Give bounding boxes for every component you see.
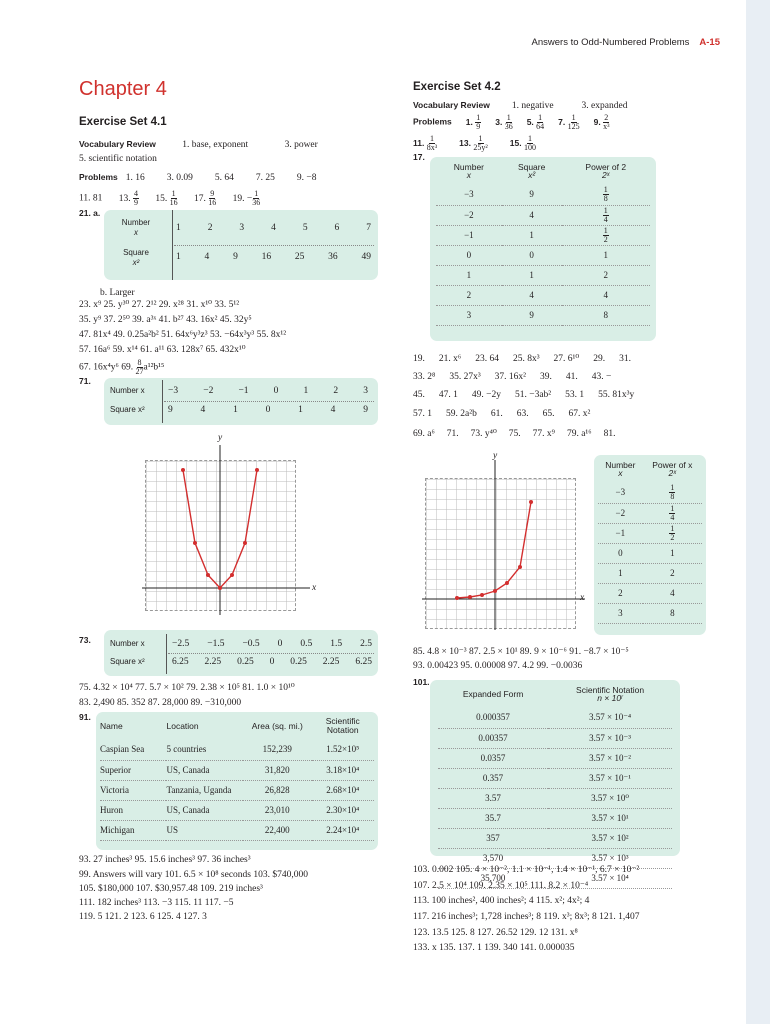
vocab-item: 3. power xyxy=(282,140,318,150)
table-cell: 6 xyxy=(334,223,340,233)
table-cell: 3.57 × 10⁻² xyxy=(548,748,672,768)
table-cell: −2 xyxy=(436,205,502,225)
table-71-box xyxy=(104,378,378,425)
answer: 39. xyxy=(540,372,552,382)
answer: 57. 1 xyxy=(413,409,432,419)
table-row xyxy=(100,760,374,780)
table-cell: 2 xyxy=(207,223,213,233)
col-power: Power of 2 2ˣ xyxy=(585,161,627,180)
table-row xyxy=(436,245,650,265)
table-row xyxy=(100,780,374,800)
table-cell: 26,828 xyxy=(243,780,312,800)
divider xyxy=(162,380,163,423)
table-cell: 3 xyxy=(239,223,245,233)
table-cell: 0 xyxy=(269,657,275,667)
problem-101-label: 101. xyxy=(413,677,430,687)
table-cell: 5 xyxy=(302,223,308,233)
table-cell: $\frac{1}{8}$ xyxy=(643,483,702,503)
answer: 3. 0.09 xyxy=(166,173,193,183)
table-cell: 25 xyxy=(294,252,305,262)
table-row xyxy=(100,820,374,840)
table-cell: 36 xyxy=(328,252,338,262)
table-cell: 4 xyxy=(502,205,562,225)
table-cell: 357 xyxy=(438,828,548,848)
table-cell: 0 xyxy=(502,245,562,265)
problems-row-2: 11. $\frac{1}{\text{8x³}}$ 13. $\frac{1}{\text{25y²}}$ 15. $\frac{1}{100}$ xyxy=(413,134,536,152)
table-cell: 3 xyxy=(598,603,643,623)
problem-21-label: 21. a. xyxy=(79,208,101,218)
answer-line xyxy=(413,355,631,365)
answer: 79. a¹⁶ xyxy=(566,429,592,439)
table-cell: 3.57 × 10¹ xyxy=(548,808,672,828)
table-cell: $\frac{1}{2}$ xyxy=(643,523,702,543)
fraction: $\frac{1}{36}$ xyxy=(504,113,513,131)
table-cell: 0 xyxy=(273,386,279,396)
table-row xyxy=(100,800,374,820)
table-cell: 9 xyxy=(363,405,368,415)
vocab-item: 1. negative xyxy=(511,101,554,111)
table-row xyxy=(436,265,650,285)
answer-line: 23. x⁹ 25. y³⁰ 27. 2¹² 29. x²⁸ 31. x¹⁰ 33. 5¹² xyxy=(79,300,240,310)
sci-notation-table xyxy=(438,680,672,889)
t21-h2: Square x² xyxy=(123,248,149,267)
vocab-row xyxy=(413,101,627,112)
fraction: $\frac{1}{125}$ xyxy=(567,113,580,131)
table-cell: US, Canada xyxy=(166,800,243,820)
t71-x-row xyxy=(168,387,368,397)
answer: 23. 64 xyxy=(475,354,499,364)
table-cell: Victoria xyxy=(100,780,166,800)
curve-points xyxy=(455,500,533,600)
table-cell: 8 xyxy=(643,603,702,623)
table-cell: 0.25 xyxy=(237,657,254,667)
answer: 13. xyxy=(118,193,131,204)
table-cell: 31,820 xyxy=(243,760,312,780)
table-cell: 23,010 xyxy=(243,800,312,820)
table-cell: Michigan xyxy=(100,820,166,840)
x-axis-label: x xyxy=(580,593,585,603)
table-cell: 4 xyxy=(502,285,562,305)
col-scientific: Scientific Notation n × 10ʳ xyxy=(576,684,645,703)
table-row xyxy=(100,740,374,760)
answer: 63. xyxy=(516,409,529,419)
table-91-box xyxy=(96,712,378,850)
table-cell: 3.57 xyxy=(438,788,548,808)
table-pow-box xyxy=(594,455,706,635)
table-cell: 3.18×10⁴ xyxy=(312,760,374,780)
vocab-label: Vocabulary Review xyxy=(79,139,156,149)
fraction: $\frac{4}{9}$ xyxy=(134,189,139,207)
table-row xyxy=(598,603,702,623)
table-cell: −0.5 xyxy=(242,639,260,649)
answer: 69. a⁶ xyxy=(413,429,435,439)
t73-x-row xyxy=(172,640,372,650)
answer: 77. x⁹ xyxy=(532,429,555,439)
divider xyxy=(172,210,173,280)
answer-line: 75. 4.32 × 10⁴ 77. 5.7 × 10² 79. 2.38 × 10⁵ 81. 1.0 × 10¹⁰ xyxy=(79,683,295,693)
table-cell: 3 xyxy=(436,305,502,325)
problems-row-2 xyxy=(79,190,260,207)
table-cell: −1 xyxy=(238,386,249,396)
vocab-item: 3. expanded xyxy=(581,101,628,111)
answer-line: 107. 2.5 × 10⁴ 109. 2.35 × 10⁵ 111. 8.2 × 10⁻⁴ xyxy=(413,881,589,891)
table-cell: 2 xyxy=(436,285,502,305)
table-cell: 3.57 × 10⁻⁴ xyxy=(548,708,672,728)
table-cell: 2 xyxy=(598,583,643,603)
answer: 7. 25 xyxy=(255,173,275,183)
header-title: Answers to Odd-Numbered Problems xyxy=(531,37,690,48)
table-cell: 3.57 × 10⁻¹ xyxy=(548,768,672,788)
table-cell: 1 xyxy=(502,265,562,285)
answer: 55. 81x³y xyxy=(598,390,635,400)
table-cell: 2.68×10⁴ xyxy=(312,780,374,800)
answer-line: 57. 16a⁶ 59. x¹⁴ 61. a¹¹ 63. 128x⁷ 65. 432x¹⁰ xyxy=(79,345,246,355)
table-row xyxy=(598,523,702,543)
table-cell: 1 xyxy=(176,252,181,262)
problems-label: Problems xyxy=(79,172,118,182)
answer: 25. 8x³ xyxy=(512,354,540,364)
answer: 31. xyxy=(619,354,631,364)
y-axis-label: y xyxy=(218,433,223,443)
fraction: $\frac{1}{\text{8x³}}$ xyxy=(426,134,438,152)
exercise-set-4-1: Exercise Set 4.1 xyxy=(79,116,167,128)
table-cell: 0.000357 xyxy=(438,708,548,728)
answer: 45. xyxy=(413,390,425,400)
table-cell: 1.52×10⁵ xyxy=(312,740,374,760)
answer: 29. xyxy=(593,354,606,364)
fraction: $\frac{1}{9}$ xyxy=(476,113,481,131)
table-cell: $\frac{1}{8}$ xyxy=(562,185,651,205)
table-row xyxy=(438,708,672,728)
table-cell: −3 xyxy=(436,185,502,205)
table-cell: Huron xyxy=(100,800,166,820)
col-location: Location xyxy=(166,720,199,731)
answer-line: 93. 27 inches³ 95. 15.6 inches³ 97. 36 inches³ xyxy=(79,855,251,865)
table-cell: 6.25 xyxy=(355,657,372,667)
answer-line: 133. x 135. 137. 1 139. 340 141. 0.000035 xyxy=(413,943,575,953)
t21-sq-row xyxy=(176,253,371,263)
table-21-box xyxy=(104,210,378,280)
table-cell: US xyxy=(166,820,243,840)
answer-line: 47. 81x⁴ 49. 0.25a²b² 51. 64x⁶y³z³ 53. −64x³y³ 55. 8x¹² xyxy=(79,330,287,340)
fraction: $\frac{1}{\text{25y²}}$ xyxy=(473,134,488,152)
table-cell: 1 xyxy=(598,563,643,583)
table-cell: 152,239 xyxy=(243,740,312,760)
table-cell: $\frac{1}{4}$ xyxy=(643,503,702,523)
table-cell: 0.25 xyxy=(290,657,307,667)
table-cell: Tanzania, Uganda xyxy=(166,780,243,800)
table-cell: 2.30×10⁴ xyxy=(312,800,374,820)
table-cell: 2 xyxy=(333,386,339,396)
table-cell: 1 xyxy=(298,405,303,415)
graph-exp xyxy=(420,450,600,635)
table-cell: 1 xyxy=(643,543,702,563)
table-cell: 2.5 xyxy=(360,639,372,649)
table-cell: 1 xyxy=(502,225,562,245)
x-axis-label: x xyxy=(312,583,317,593)
table-cell: −3 xyxy=(598,483,643,503)
table-row xyxy=(598,483,702,503)
table-row xyxy=(438,808,672,828)
answer: 19. − xyxy=(232,193,253,204)
table-cell: −1 xyxy=(598,523,643,543)
divider xyxy=(168,653,374,654)
page-edge-strip xyxy=(746,0,770,1024)
table-cell: 3.57 × 10³ xyxy=(548,848,672,868)
table-row xyxy=(438,728,672,748)
answer-line: 67. 16x⁴y⁶ 69. $\frac{8}{27}$ a¹²b¹⁵ xyxy=(79,358,165,376)
answer-line: 99. Answers will vary 101. 6.5 × 10⁸ seconds 103. $740,000 xyxy=(79,870,309,880)
table-cell: US, Canada xyxy=(166,760,243,780)
table-cell: 4 xyxy=(200,405,206,415)
answer: 61. xyxy=(490,409,503,419)
lakes-table xyxy=(100,712,374,841)
table-cell: 9 xyxy=(233,252,238,262)
table-row xyxy=(436,285,650,305)
col-number: Number x xyxy=(453,161,485,180)
fraction: $\frac{1}{16}$ xyxy=(169,189,178,207)
answer-line: 35. y⁹ 37. 2⁵⁰ 39. a³ˣ 41. b²⁷ 43. 16x² 45. 32y⁵ xyxy=(79,315,252,325)
table-cell: 3.57 × 10² xyxy=(548,828,672,848)
chapter-title: Chapter 4 xyxy=(79,78,167,100)
table-cell: 0 xyxy=(277,639,283,649)
table-cell: Caspian Sea xyxy=(100,740,166,760)
vocab-row xyxy=(79,140,318,151)
fraction: $\frac{2}{\text{x³}}$ xyxy=(603,113,610,131)
answer: 1. 16 xyxy=(125,173,145,183)
problems-label: Problems xyxy=(413,116,452,127)
table-row xyxy=(438,788,672,808)
answer: 15. xyxy=(155,193,168,204)
table-cell: 0 xyxy=(436,245,502,265)
col-sci: Scientific Notation xyxy=(325,715,360,735)
t73-sq-row xyxy=(172,658,372,668)
t71-h2: Square x² xyxy=(110,405,145,414)
col-square: Square x² xyxy=(517,161,546,180)
answer: 47. 1 xyxy=(438,390,458,400)
running-header xyxy=(532,38,720,48)
graph-71 xyxy=(140,435,330,620)
problem-91-label: 91. xyxy=(79,712,91,722)
table-cell: 2.24×10⁴ xyxy=(312,820,374,840)
power-of-x-table xyxy=(598,455,702,624)
table-cell: 4 xyxy=(271,223,276,233)
table-cell: 3.57 × 10⁴ xyxy=(548,868,672,888)
answer-line xyxy=(413,410,590,420)
answer-line: 93. 0.00423 95. 0.00008 97. 4.2 99. −0.0036 xyxy=(413,661,583,671)
table-cell: 3.57 × 10⁻³ xyxy=(548,728,672,748)
table-cell: 0.00357 xyxy=(438,728,548,748)
fraction: $\frac{1}{64}$ xyxy=(536,113,545,131)
answer: 21. x⁶ xyxy=(438,354,462,364)
table-cell: −1.5 xyxy=(207,639,225,649)
vocab-label: Vocabulary Review xyxy=(413,100,490,110)
t73-h2: Square x² xyxy=(110,657,145,666)
answer-line: 123. 13.5 125. 8 127. 26.52 129. 12 131. x⁸ xyxy=(413,928,578,938)
table-row xyxy=(438,828,672,848)
table-cell: 49 xyxy=(361,252,371,262)
col-name: Name xyxy=(100,720,123,731)
problem-73-label: 73. xyxy=(79,635,91,645)
table-cell: 3,570 xyxy=(438,848,548,868)
answer: 17. xyxy=(194,193,206,204)
exp-curve xyxy=(457,502,531,598)
answer-line xyxy=(413,391,634,401)
table-cell: 1 xyxy=(233,405,238,415)
table-cell: 2 xyxy=(643,563,702,583)
problem-21b: b. Larger xyxy=(100,288,135,298)
answer: 19. xyxy=(413,354,425,364)
table-cell: −2 xyxy=(203,386,214,396)
answer: 49. −2y xyxy=(471,390,501,400)
table-cell: −2 xyxy=(598,503,643,523)
page-number: A-15 xyxy=(699,37,720,48)
answer: 41. xyxy=(565,372,578,382)
col-expanded: Expanded Form xyxy=(462,688,524,699)
answer: 67. x² xyxy=(568,409,591,419)
answer: 53. 1 xyxy=(565,390,585,400)
table-cell: 8 xyxy=(562,305,651,325)
table-row xyxy=(436,305,650,325)
answer-line: 103. 0.002 105. 4 × 10⁻², 1.1 × 10⁻¹, 1.4 × 10⁻¹, 6.7 × 10⁻² xyxy=(413,865,640,875)
table-cell: −3 xyxy=(168,386,179,396)
table-cell: −2.5 xyxy=(172,639,190,649)
table-cell: −1 xyxy=(436,225,502,245)
answer: 11. 81 xyxy=(79,193,103,204)
t71-sq-row xyxy=(168,406,368,416)
answer: 75. xyxy=(508,429,521,439)
table-cell: $\frac{1}{2}$ xyxy=(562,225,651,245)
table-row xyxy=(598,543,702,563)
t71-h1: Number x xyxy=(110,386,145,395)
table-cell: 1 xyxy=(436,265,502,285)
table-cell: 1.5 xyxy=(330,639,343,649)
fraction: $\frac{1}{36}$ xyxy=(252,189,261,207)
answer: 71. xyxy=(446,429,459,439)
problem-17-label: 17. xyxy=(413,152,425,162)
table-row xyxy=(436,185,650,205)
col-power: Power of x 2ˣ xyxy=(652,459,693,478)
table-cell: 2.25 xyxy=(322,657,340,667)
table-cell: 9 xyxy=(168,405,173,415)
table-cell: 35,700 xyxy=(438,868,548,888)
table-cell: 0 xyxy=(265,405,271,415)
divider xyxy=(166,634,167,674)
table-cell: 6.25 xyxy=(172,657,189,667)
power-table xyxy=(436,157,650,326)
answer-line xyxy=(413,430,615,440)
table-row xyxy=(598,503,702,523)
table-cell: 3 xyxy=(363,386,368,396)
table-cell: 3.57 × 10⁰ xyxy=(548,788,672,808)
table-cell: 9 xyxy=(502,305,562,325)
table-row xyxy=(438,768,672,788)
answer-line: 111. 182 inches³ 113. −3 115. 11 117. −5 xyxy=(79,898,234,908)
col-area: Area (sq. mi.) xyxy=(251,720,303,731)
answer-line: 113. 100 inches², 400 inches²; 4 115. x²; 4x²; 4 xyxy=(413,896,590,906)
table-cell: 4 xyxy=(330,405,336,415)
table-row xyxy=(598,563,702,583)
exercise-set-4-2: Exercise Set 4.2 xyxy=(413,81,501,93)
fraction: $\frac{1}{100}$ xyxy=(523,134,536,152)
answer-line: 117. 216 inches³; 1,728 inches³; 8 119. x³; 8x³; 8 121. 1,407 xyxy=(413,912,640,922)
answer: 73. y⁴⁰ xyxy=(470,429,497,439)
answer-line: 119. 5 121. 2 123. 6 125. 4 127. 3 xyxy=(79,912,207,922)
answer-line xyxy=(413,373,611,383)
table-cell: 35.7 xyxy=(438,808,548,828)
table-cell: 1 xyxy=(303,386,309,396)
col-number: Number x xyxy=(605,459,636,478)
problems-row-1: Problems 1. $\frac{1}{9}$ 3. $\frac{1}{36}$ 5. $\frac{1}{64}$ 7. $\frac{1}{125}$ 9. $\frac{2}{\text{x³}}$ xyxy=(413,113,610,131)
table-cell: 4 xyxy=(562,285,651,305)
answer-line: 105. $180,000 107. $30,957.48 109. 219 inches³ xyxy=(79,884,263,894)
table-cell: 1 xyxy=(176,223,181,233)
table-cell: 9 xyxy=(502,185,562,205)
fraction: $\frac{8}{27}$ xyxy=(135,358,144,376)
y-axis-label: y xyxy=(493,451,498,461)
answer: 43. − xyxy=(591,372,612,382)
answer: 9. −8 xyxy=(296,173,317,183)
problems-row-1 xyxy=(79,173,316,184)
answer: 59. 2a²b xyxy=(446,409,477,419)
vocab-item: 1. base, exponent xyxy=(179,140,249,150)
answer: 37. 16x² xyxy=(494,372,527,382)
answer: 81. xyxy=(603,429,616,439)
table-cell: 0 xyxy=(598,543,643,563)
table-cell: 7 xyxy=(366,223,371,233)
answer: 65. xyxy=(542,409,555,419)
table-cell: 4 xyxy=(643,583,702,603)
t73-h1: Number x xyxy=(110,639,145,648)
problem-71-label: 71. xyxy=(79,376,91,386)
answer: 51. −3ab² xyxy=(514,390,552,400)
table-row xyxy=(436,225,650,245)
table-row xyxy=(438,748,672,768)
fraction: $\frac{9}{16}$ xyxy=(208,189,217,207)
divider xyxy=(174,245,374,246)
t21-h1: Number x xyxy=(121,218,151,237)
answer-line: 83. 2,490 85. 352 87. 28,000 89. −310,000 xyxy=(79,698,242,708)
table-cell: 2 xyxy=(562,265,651,285)
table-cell: 0.357 xyxy=(438,768,548,788)
table-cell: 16 xyxy=(261,252,272,262)
table-cell: 1 xyxy=(562,245,651,265)
table-cell: 5 countries xyxy=(166,740,243,760)
table-cell: 22,400 xyxy=(243,820,312,840)
answer: 27. 6¹⁰ xyxy=(553,354,580,364)
table-73-box xyxy=(104,630,378,676)
table-cell: 0.0357 xyxy=(438,748,548,768)
table-cell: 4 xyxy=(204,252,210,262)
divider xyxy=(164,401,374,402)
table-row xyxy=(436,205,650,225)
vocab-row-2: 5. scientific notation xyxy=(79,154,157,164)
table-cell: $\frac{1}{4}$ xyxy=(562,205,651,225)
answer: 35. 27x³ xyxy=(449,372,481,382)
table-cell: Superior xyxy=(100,760,166,780)
table-row xyxy=(598,583,702,603)
table-17-box xyxy=(430,157,656,341)
table-cell: 2.25 xyxy=(204,657,222,667)
answer: 33. 2⁸ xyxy=(413,372,436,382)
t21-x-row xyxy=(176,224,371,234)
table-cell: 0.5 xyxy=(300,639,313,649)
answer-line: 85. 4.8 × 10⁻³ 87. 2.5 × 10¹ 89. 9 × 10⁻⁶ 91. −8.7 × 10⁻⁵ xyxy=(413,647,629,657)
answer: 5. 64 xyxy=(214,173,234,183)
